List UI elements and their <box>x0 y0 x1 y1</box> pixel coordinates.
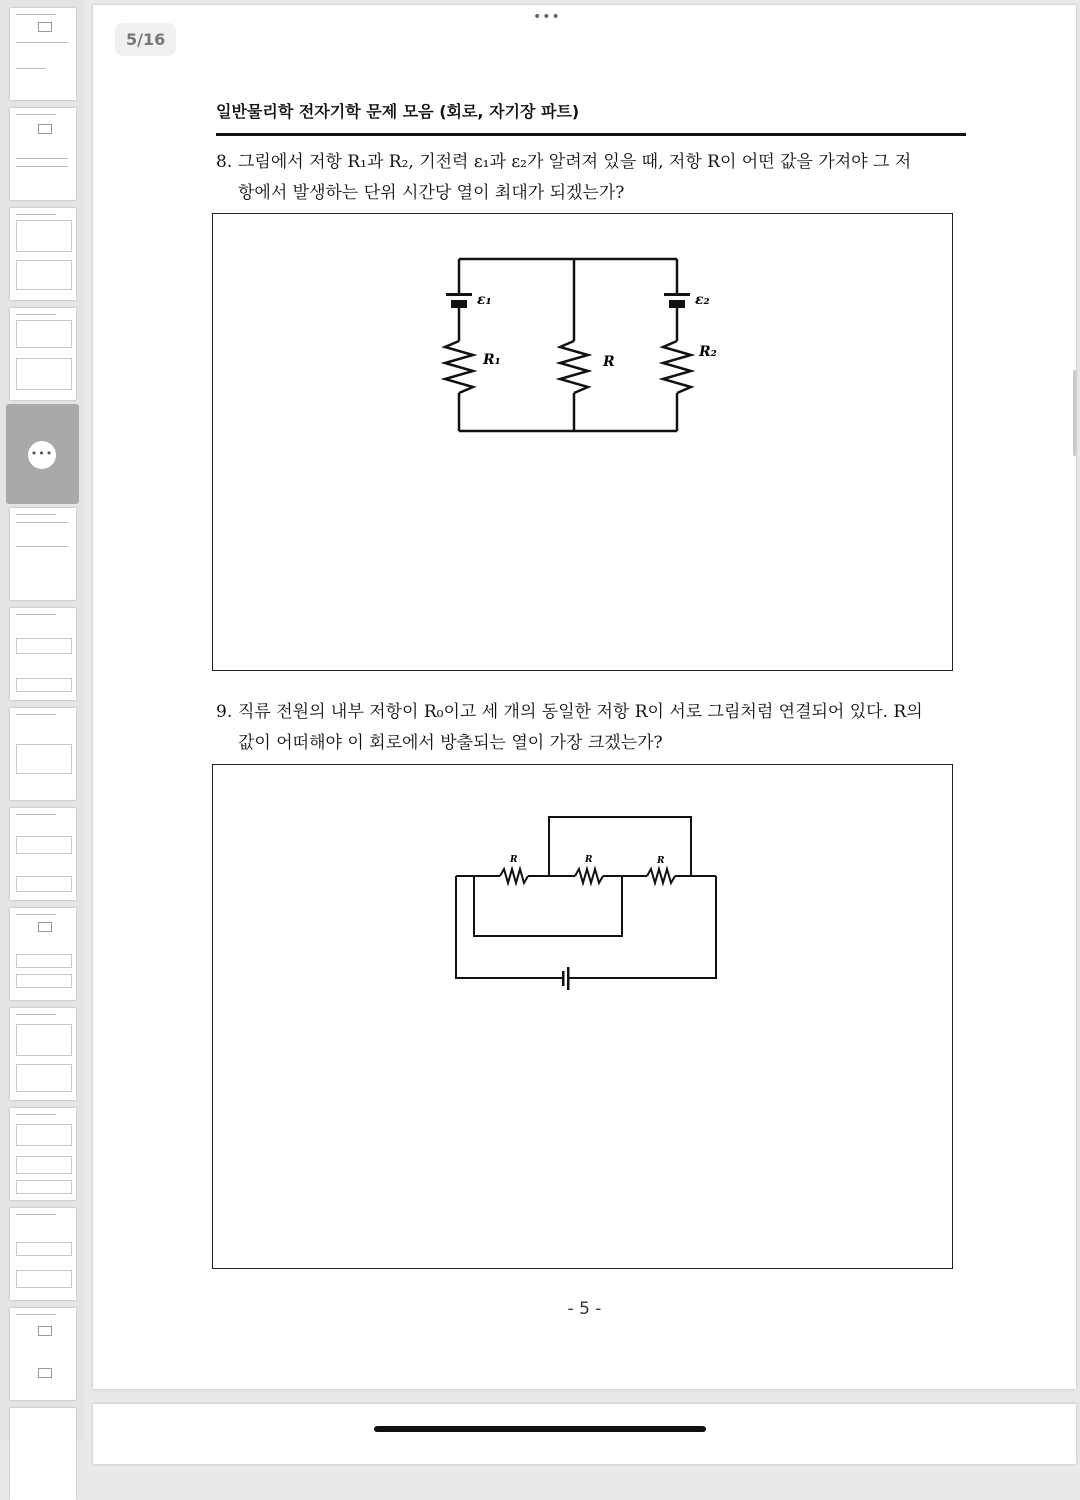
label-emf2: ε₂ <box>695 292 710 308</box>
page-thumbnail-6[interactable] <box>10 508 76 600</box>
next-document-page <box>93 1404 1076 1464</box>
battery-long-plate <box>446 293 472 296</box>
page-thumbnail-9[interactable] <box>10 808 76 900</box>
page-thumbnail-11[interactable] <box>10 1008 76 1100</box>
viewer-more-icon[interactable]: ••• <box>533 9 561 25</box>
page-thumbnail-12[interactable] <box>10 1108 76 1200</box>
question-text-line2: 값이 어떠해야 이 회로에서 방출되는 열이 가장 크겠는가? <box>238 733 663 753</box>
question-9 <box>216 697 968 759</box>
question-text-line2: 항에서 발생하는 단위 시간당 열이 최대가 되겠는가? <box>238 183 625 203</box>
page-thumbnail-14[interactable] <box>10 1308 76 1400</box>
document-page <box>93 5 1076 1389</box>
question-text-line1: 직류 전원의 내부 저항이 R₀이고 세 개의 동일한 저항 R이 서로 그림처럼 연결되어 있다. R의 <box>238 702 923 722</box>
document-viewer <box>84 0 1080 1440</box>
label-resistor-2: R <box>585 855 593 865</box>
page-thumbnail-8[interactable] <box>10 708 76 800</box>
question-8 <box>216 147 968 209</box>
label-r: R <box>603 354 615 370</box>
question-text-line1: 그림에서 저항 R₁과 R₂, 기전력 ε₁과 ε₂가 알려져 있을 때, 저항 R이 어떤 값을 가져야 그 저 <box>238 152 912 172</box>
page-thumbnail-10[interactable] <box>10 908 76 1000</box>
label-resistor-1: R <box>510 855 518 865</box>
page-thumbnail-13[interactable] <box>10 1208 76 1300</box>
page-thumbnail-15[interactable] <box>10 1408 76 1500</box>
home-indicator[interactable] <box>374 1426 706 1432</box>
circuit-diagram-q8 <box>213 214 952 670</box>
page-indicator: 5/16 <box>115 23 176 56</box>
page-thumbnail-7[interactable] <box>10 608 76 700</box>
battery-long-plate <box>562 971 565 986</box>
title-divider <box>216 133 966 136</box>
question-number: 8. <box>216 152 233 172</box>
label-r2: R₂ <box>699 344 717 360</box>
circuit-diagram-q9 <box>213 765 952 1268</box>
document-title: 일반물리학 전자기학 문제 모음 (회로, 자기장 파트) <box>216 102 580 121</box>
scrollbar[interactable] <box>1073 370 1076 456</box>
figure-box-q9 <box>212 764 953 1269</box>
page-thumbnail-4[interactable] <box>10 308 76 400</box>
page-thumbnail-2[interactable] <box>10 108 76 200</box>
battery-short-plate <box>567 967 570 990</box>
page-thumbnail-3[interactable] <box>10 208 76 300</box>
page-thumbnail-1[interactable] <box>10 8 76 100</box>
thumbnail-more-button[interactable]: ••• <box>28 441 56 469</box>
label-emf1: ε₁ <box>477 292 492 308</box>
battery-short-plate <box>451 300 467 308</box>
figure-box-q8 <box>212 213 953 671</box>
label-resistor-3: R <box>657 856 665 866</box>
label-r1: R₁ <box>483 352 501 368</box>
question-number: 9. <box>216 702 233 722</box>
page-footer-number: - 5 - <box>567 1299 602 1319</box>
thumbnail-sidebar <box>0 0 84 1440</box>
